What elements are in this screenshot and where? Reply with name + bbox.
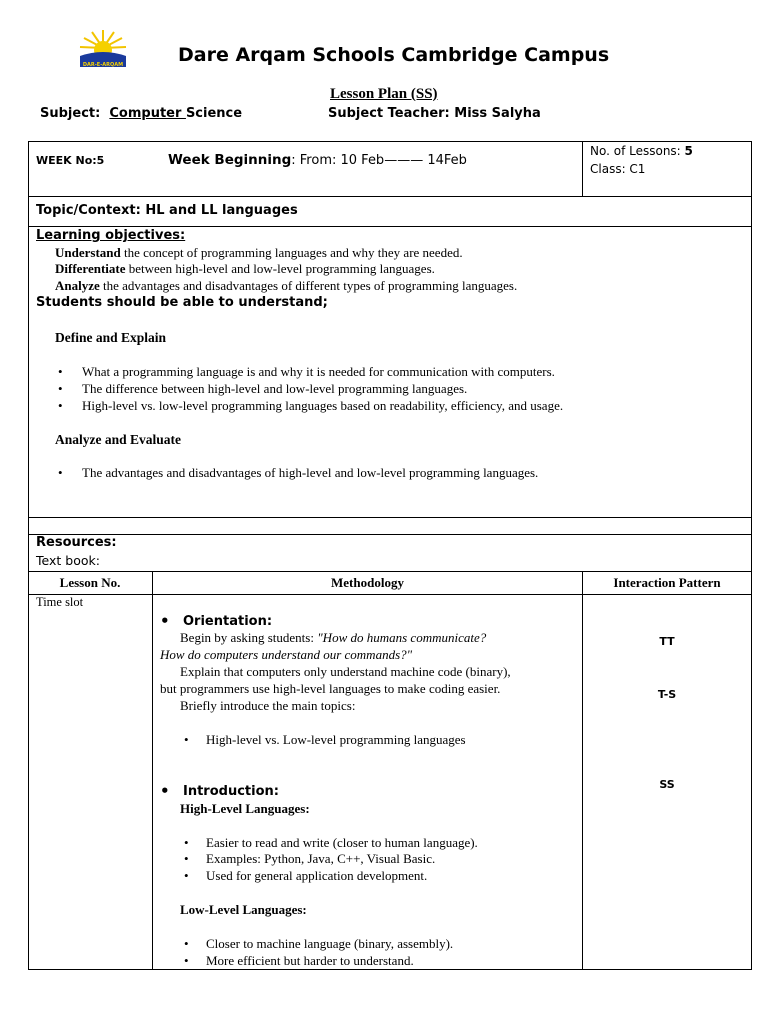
table-border xyxy=(582,141,583,197)
interaction-tt: TT xyxy=(659,635,675,648)
table-border xyxy=(28,517,752,518)
lessons-value: 5 xyxy=(684,144,693,158)
objective-line: Understand the concept of programming languages and why they are needed. xyxy=(55,245,463,260)
table-border xyxy=(152,571,153,970)
students-should-understand: Students should be able to understand; xyxy=(36,295,328,310)
interaction-ts: T-S xyxy=(657,688,677,701)
column-header-methodology: Methodology xyxy=(331,575,404,590)
topic-context: Topic/Context: HL and LL languages xyxy=(36,203,298,218)
bullet-icon: • xyxy=(160,782,170,800)
objective-line: Analyze the advantages and disadvantages of different types of programming languages. xyxy=(55,278,518,293)
bullet-icon: • xyxy=(160,612,170,630)
school-logo xyxy=(78,28,128,68)
lesson-plan-title: Lesson Plan (SS) xyxy=(330,86,438,102)
table-border xyxy=(28,534,752,535)
logo-text: DAR-E-ARQAM xyxy=(82,62,124,68)
orientation-line: Explain that computers only understand machine code (binary), xyxy=(180,664,511,679)
textbook-label: Text book: xyxy=(36,553,100,568)
time-slot: Time slot xyxy=(36,595,84,609)
subject-label: Subject: xyxy=(40,106,101,121)
resources-label: Resources: xyxy=(36,535,117,550)
orientation-line: but programmers use high-level languages to make coding easier. xyxy=(160,681,501,696)
subject xyxy=(40,106,242,121)
table-border xyxy=(28,571,752,572)
bullet-icon: • xyxy=(184,851,189,866)
class-info: Class: C1 xyxy=(590,162,646,176)
orientation-line: Briefly introduce the main topics: xyxy=(180,698,356,713)
bullet-icon: • xyxy=(58,465,63,480)
table-border xyxy=(28,196,752,197)
table-border-bottom xyxy=(28,969,752,970)
orientation-line: Begin by asking students: "How do humans communicate? xyxy=(180,630,487,645)
table-border xyxy=(582,571,583,970)
lessons-label: No. of Lessons: xyxy=(590,144,685,158)
week-beginning xyxy=(168,152,467,168)
bullet-icon: • xyxy=(58,398,63,413)
bullet-icon: • xyxy=(184,732,189,747)
subject-value-underlined: Computer xyxy=(109,106,186,121)
lessons-info xyxy=(590,142,693,178)
subject-teacher: Subject Teacher: Miss Salyha xyxy=(328,106,541,121)
bullet-icon: • xyxy=(184,835,189,850)
orientation-line: How do computers understand our commands?" xyxy=(160,647,413,662)
analyze-evaluate-heading: Analyze and Evaluate xyxy=(55,432,182,447)
bullet-icon: • xyxy=(58,364,63,379)
low-level-heading: Low-Level Languages: xyxy=(180,902,307,917)
bullet-icon: • xyxy=(58,381,63,396)
objective-line: Differentiate between high-level and low-level programming languages. xyxy=(55,261,435,276)
table-border-right xyxy=(751,141,752,970)
column-header-interaction: Interaction Pattern xyxy=(613,575,721,590)
bullet-icon: • xyxy=(184,953,189,968)
bullet-icon: • xyxy=(184,868,189,883)
table-border xyxy=(28,226,752,227)
school-name: Dare Arqam Schools Cambridge Campus xyxy=(178,44,610,66)
week-number: WEEK No:5 xyxy=(36,154,105,167)
define-explain-heading: Define and Explain xyxy=(55,330,167,345)
table-border xyxy=(28,594,752,595)
high-level-heading: High-Level Languages: xyxy=(180,801,310,816)
learning-objectives-heading: Learning objectives: xyxy=(36,228,186,243)
week-beginning-label: Week Beginning xyxy=(168,152,292,168)
table-border-left xyxy=(28,141,29,970)
subject-value: Science xyxy=(185,106,243,121)
week-beginning-value: : From: 10 Feb——— 14Feb xyxy=(291,153,467,168)
interaction-ss: SS xyxy=(659,778,675,791)
bullet-icon: • xyxy=(184,936,189,951)
column-header-lesson-no: Lesson No. xyxy=(59,575,121,590)
